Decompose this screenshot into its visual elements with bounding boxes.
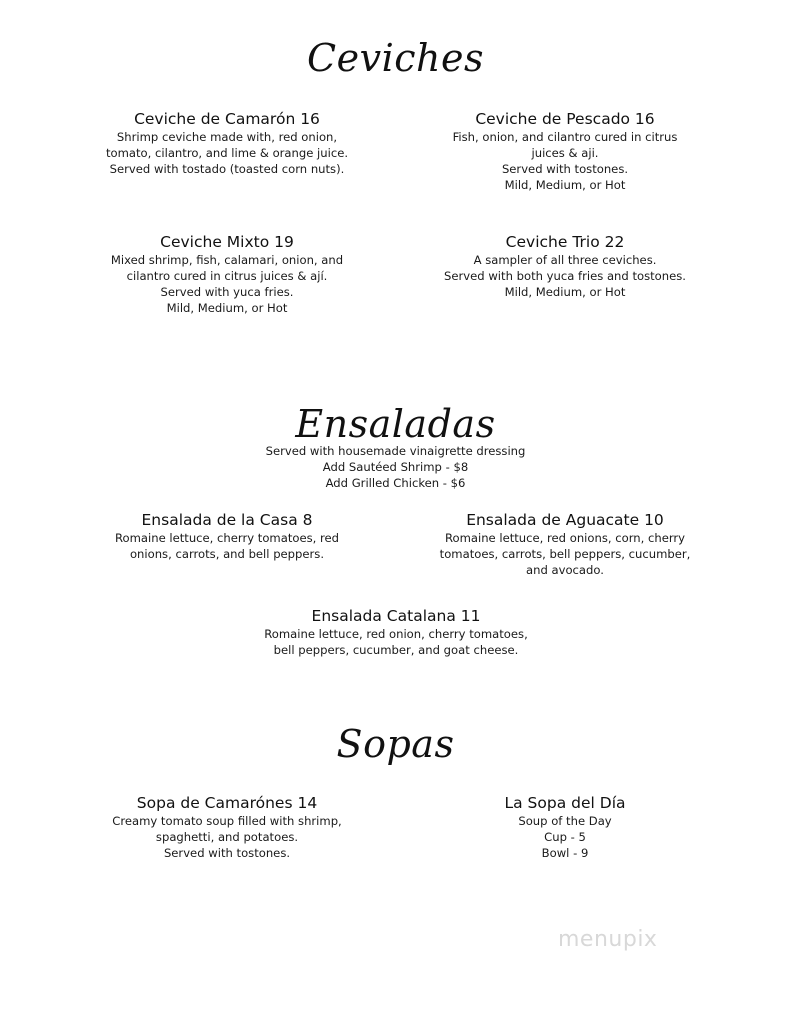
item-desc: tomato, cilantro, and lime & orange juice. bbox=[105, 146, 349, 160]
item-title: Ceviche Mixto 19 bbox=[160, 233, 294, 251]
menu-item bbox=[415, 110, 715, 193]
item-desc: Bowl - 9 bbox=[541, 846, 589, 860]
item-title: La Sopa del Día bbox=[504, 794, 626, 812]
item-desc: Mixed shrimp, fish, calamari, onion, and bbox=[110, 253, 344, 267]
item-desc: Served with tostones. bbox=[501, 162, 629, 176]
item-desc: Served with yuca fries. bbox=[160, 285, 294, 299]
item-desc: bell peppers, cucumber, and goat cheese. bbox=[273, 643, 519, 657]
section-title-ensaladas: Ensaladas bbox=[295, 402, 496, 446]
item-desc: Romaine lettuce, cherry tomatoes, red bbox=[114, 531, 340, 545]
item-desc: Romaine lettuce, red onions, corn, cherry bbox=[444, 531, 686, 545]
menu-item bbox=[415, 233, 715, 300]
menu-item bbox=[77, 794, 377, 861]
section-title-sopas: Sopas bbox=[336, 722, 455, 766]
item-desc: A sampler of all three ceviches. bbox=[473, 253, 657, 267]
item-desc: Served with tostado (toasted corn nuts). bbox=[109, 162, 345, 176]
item-desc: onions, carrots, and bell peppers. bbox=[129, 547, 325, 561]
item-desc: Shrimp ceviche made with, red onion, bbox=[116, 130, 338, 144]
item-desc: Mild, Medium, or Hot bbox=[504, 178, 626, 192]
ensaladas-note: Served with housemade vinaigrette dressing bbox=[265, 444, 526, 458]
item-title: Ensalada Catalana 11 bbox=[311, 607, 481, 625]
item-desc: juices & aji. bbox=[531, 146, 599, 160]
item-desc: Served with tostones. bbox=[163, 846, 291, 860]
item-desc: tomatoes, carrots, bell peppers, cucumber, bbox=[439, 547, 691, 561]
item-desc: Romaine lettuce, red onion, cherry tomatoes, bbox=[264, 627, 528, 641]
item-title: Ceviche de Camarón 16 bbox=[134, 110, 320, 128]
item-desc: and avocado. bbox=[526, 563, 604, 577]
item-title: Ensalada de la Casa 8 bbox=[141, 511, 313, 529]
item-title: Sopa de Camarónes 14 bbox=[136, 794, 318, 812]
item-desc: spaghetti, and potatoes. bbox=[155, 830, 299, 844]
menupix-watermark: menupix bbox=[558, 927, 658, 952]
menu-item bbox=[77, 511, 377, 562]
ensaladas-note: Add Grilled Chicken - $6 bbox=[325, 476, 466, 490]
item-desc: Served with both yuca fries and tostones. bbox=[444, 269, 686, 283]
item-desc: Creamy tomato soup filled with shrimp, bbox=[112, 814, 342, 828]
menu-item bbox=[77, 233, 377, 316]
item-desc: cilantro cured in citrus juices & ají. bbox=[126, 269, 328, 283]
menu-item bbox=[415, 511, 715, 578]
menu-item bbox=[77, 110, 377, 177]
item-title: Ceviche Trio 22 bbox=[505, 233, 625, 251]
menu-item bbox=[415, 794, 715, 861]
item-title: Ceviche de Pescado 16 bbox=[475, 110, 655, 128]
item-desc: Mild, Medium, or Hot bbox=[504, 285, 626, 299]
item-title: Ensalada de Aguacate 10 bbox=[466, 511, 664, 529]
section-title-ceviches: Ceviches bbox=[307, 36, 484, 80]
menu-item bbox=[246, 607, 546, 658]
item-desc: Fish, onion, and cilantro cured in citrus bbox=[452, 130, 678, 144]
item-desc: Mild, Medium, or Hot bbox=[166, 301, 288, 315]
item-desc: Cup - 5 bbox=[544, 830, 586, 844]
item-desc: Soup of the Day bbox=[518, 814, 612, 828]
ensaladas-note: Add Sautéed Shrimp - $8 bbox=[322, 460, 469, 474]
